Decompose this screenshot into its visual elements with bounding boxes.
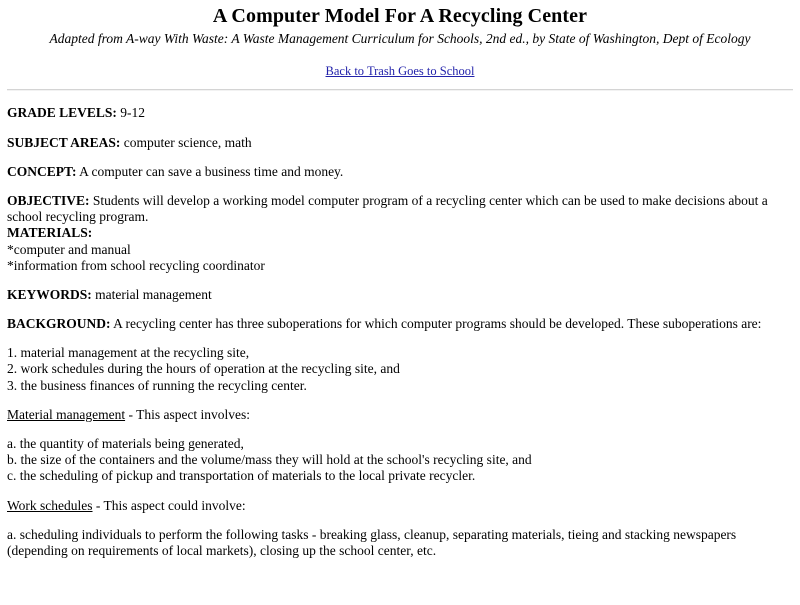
- materials-block: [7, 225, 793, 274]
- subject-areas-value: computer science, math: [120, 134, 252, 150]
- work-schedules-heading: Work schedules: [7, 497, 93, 513]
- background-value: A recycling center has three suboperations for which computer programs should be developed. These suboperations are:: [110, 316, 762, 332]
- back-link-row: [7, 63, 793, 79]
- list-item: b. the size of the containers and the volume/mass they will hold at the school's recycling site, and: [7, 452, 532, 468]
- material-management-heading-paragraph: [7, 407, 793, 423]
- material-management-heading: Material management: [7, 406, 126, 422]
- grade-levels-value: 9-12: [116, 105, 146, 121]
- objective-paragraph: [7, 193, 793, 225]
- subject-areas-label: SUBJECT AREAS:: [7, 134, 121, 150]
- back-to-trash-goes-to-school-link[interactable]: Back to Trash Goes to School: [325, 64, 475, 79]
- objective-value: Students will develop a working model computer program of a recycling center which can be used to make decisions about a school recycling program.: [7, 192, 768, 225]
- material-management-intro: - This aspect involves:: [125, 406, 251, 422]
- background-paragraph: [7, 316, 793, 332]
- list-item: c. the scheduling of pickup and transportation of materials to the local private recycler.: [7, 468, 476, 484]
- material-management-list: [7, 436, 793, 485]
- background-label: BACKGROUND:: [7, 316, 111, 332]
- keywords-paragraph: [7, 287, 793, 303]
- list-item: a. the quantity of materials being generated,: [7, 436, 244, 452]
- grade-levels-label: GRADE LEVELS:: [7, 105, 117, 121]
- list-item: 1. material management at the recycling site,: [7, 345, 250, 361]
- work-schedules-heading-paragraph: [7, 498, 793, 514]
- list-item: 3. the business finances of running the recycling center.: [7, 377, 307, 393]
- work-schedules-list: [7, 527, 793, 559]
- suboperations-list: [7, 345, 793, 394]
- materials-item: *information from school recycling coordinator: [7, 257, 265, 273]
- materials-item: *computer and manual: [7, 241, 131, 257]
- page-subtitle: Adapted from A-way With Waste: A Waste Management Curriculum for Schools, 2nd ed., by State of Washington, Dept of Ecology: [49, 30, 751, 46]
- objective-label: OBJECTIVE:: [7, 192, 90, 208]
- concept-label: CONCEPT:: [7, 163, 77, 179]
- header-divider: [7, 89, 793, 91]
- list-item: 2. work schedules during the hours of operation at the recycling site, and: [7, 361, 400, 377]
- document-page: [0, 5, 800, 559]
- concept-value: A computer can save a business time and money.: [76, 163, 344, 179]
- work-schedules-intro: - This aspect could involve:: [92, 497, 246, 513]
- keywords-value: material management: [91, 286, 212, 302]
- document-body: [7, 105, 793, 559]
- grade-levels-paragraph: [7, 105, 793, 121]
- subject-areas-paragraph: [7, 135, 793, 151]
- materials-label: MATERIALS:: [7, 225, 93, 241]
- page-title: A Computer Model For A Recycling Center: [212, 5, 588, 27]
- concept-paragraph: [7, 164, 793, 180]
- list-item: a. scheduling individuals to perform the following tasks - breaking glass, cleanup, separating materials, tieing and stacking newspapers (depending on requirements of local markets), closing up the school center, etc.: [7, 526, 737, 558]
- keywords-label: KEYWORDS:: [7, 286, 92, 302]
